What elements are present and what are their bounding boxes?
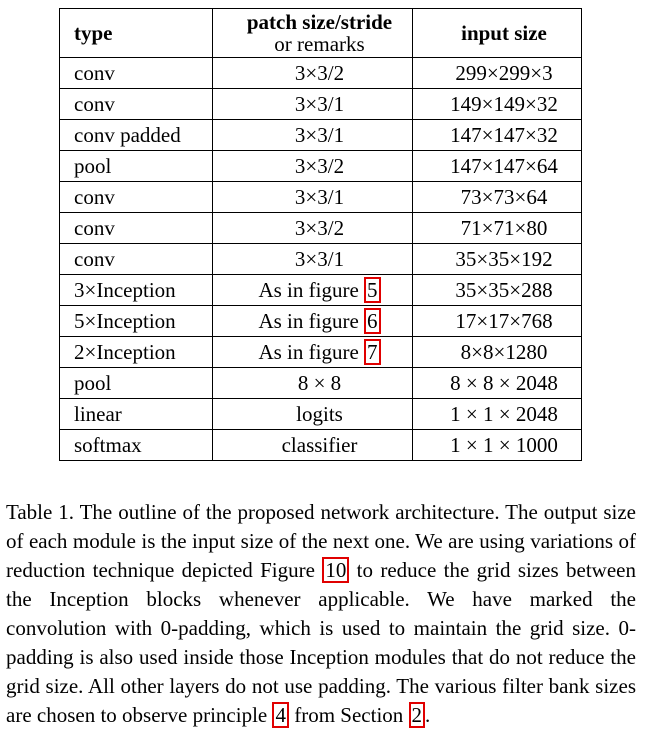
patch-cell: 8 × 8 (213, 368, 413, 399)
input-cell: 8 × 8 × 2048 (413, 368, 582, 399)
table-row (60, 89, 582, 120)
patch-cell: 3×3/1 (213, 120, 413, 151)
input-cell: 147×147×32 (413, 120, 582, 151)
header-row (60, 9, 582, 58)
table-body (60, 58, 582, 461)
patch-cell (213, 306, 413, 337)
type-cell: pool (60, 368, 213, 399)
caption-text: . (425, 703, 431, 727)
architecture-table (59, 8, 582, 461)
input-cell: 71×71×80 (413, 213, 582, 244)
caption-text: to reduce the grid sizes between the Inception blocks whenever applicable. We have marked the convolution with 0-padding, which is used to maintain the grid size. 0-padding is also used inside those Inception modules that do not reduce the grid size. All other layers do not use padding. The various filter bank sizes are chosen to observe principle (6, 558, 636, 727)
header-patch (213, 9, 413, 58)
patch-prefix: As in figure (258, 278, 365, 302)
patch-cell: 3×3/2 (213, 151, 413, 182)
patch-cell (213, 275, 413, 306)
input-cell: 35×35×192 (413, 244, 582, 275)
table-row (60, 430, 582, 461)
input-cell: 149×149×32 (413, 89, 582, 120)
table-row (60, 306, 582, 337)
patch-prefix: As in figure (258, 309, 365, 333)
header-patch-line2: or remarks (274, 32, 365, 56)
patch-cell: 3×3/1 (213, 244, 413, 275)
type-cell: softmax (60, 430, 213, 461)
table-row (60, 151, 582, 182)
patch-prefix: As in figure (258, 340, 365, 364)
table-row (60, 120, 582, 151)
type-cell: 2×Inception (60, 337, 213, 368)
type-cell: conv (60, 213, 213, 244)
input-cell: 1 × 1 × 1000 (413, 430, 582, 461)
patch-cell: 3×3/2 (213, 58, 413, 89)
figure-ref-link[interactable]: 7 (364, 339, 381, 365)
type-cell: conv (60, 182, 213, 213)
principle-ref-link[interactable]: 4 (272, 702, 289, 728)
type-cell: conv (60, 244, 213, 275)
table-row (60, 337, 582, 368)
caption-text: from Section (288, 703, 409, 727)
table-row (60, 275, 582, 306)
table-row (60, 58, 582, 89)
type-cell: pool (60, 151, 213, 182)
patch-cell: logits (213, 399, 413, 430)
figure-ref-link[interactable]: 6 (364, 308, 381, 334)
header-input: input size (413, 9, 582, 58)
table-header (60, 9, 582, 58)
header-type: type (60, 9, 213, 58)
type-cell: 3×Inception (60, 275, 213, 306)
patch-cell: 3×3/1 (213, 182, 413, 213)
type-cell: 5×Inception (60, 306, 213, 337)
patch-cell: 3×3/2 (213, 213, 413, 244)
table-row (60, 399, 582, 430)
input-cell: 299×299×3 (413, 58, 582, 89)
figure-ref-link[interactable]: 5 (364, 277, 381, 303)
header-patch-line1: patch size/stride (246, 10, 393, 34)
table-row (60, 213, 582, 244)
table-row (60, 244, 582, 275)
type-cell: conv padded (60, 120, 213, 151)
section-ref-link[interactable]: 2 (409, 702, 426, 728)
patch-cell: classifier (213, 430, 413, 461)
input-cell: 35×35×288 (413, 275, 582, 306)
input-cell: 73×73×64 (413, 182, 582, 213)
input-cell: 8×8×1280 (413, 337, 582, 368)
figure-ref-link[interactable]: 10 (322, 557, 349, 583)
input-cell: 147×147×64 (413, 151, 582, 182)
table-caption (6, 498, 636, 730)
type-cell: conv (60, 89, 213, 120)
patch-cell (213, 337, 413, 368)
patch-cell: 3×3/1 (213, 89, 413, 120)
input-cell: 1 × 1 × 2048 (413, 399, 582, 430)
table-row (60, 182, 582, 213)
input-cell: 17×17×768 (413, 306, 582, 337)
caption-text: Table 1. The outline of the proposed network architecture. The output size of each module is the input size of the next one. We are using variations of reduction technique depicted Figure (6, 500, 636, 582)
type-cell: linear (60, 399, 213, 430)
type-cell: conv (60, 58, 213, 89)
table-row (60, 368, 582, 399)
